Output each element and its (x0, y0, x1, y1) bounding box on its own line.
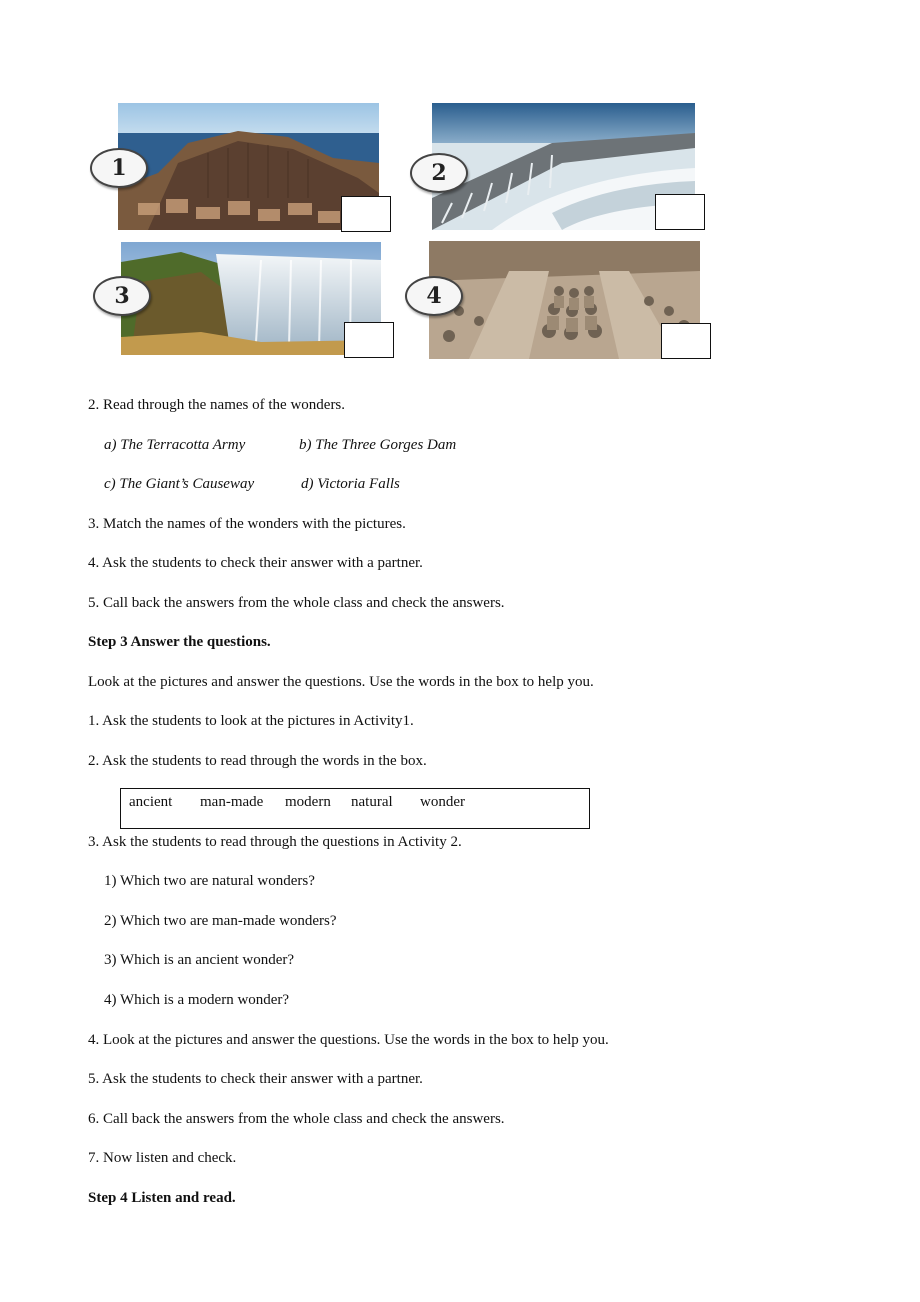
step-item-check-partner: 4. Ask the students to check their answer with a partner. (88, 555, 423, 571)
word-wonder: wonder (420, 794, 465, 810)
step-item-match: 3. Match the names of the wonders with the pictures. (88, 516, 406, 532)
word-ancient: ancient (129, 794, 173, 810)
step3-item-5: 5. Ask the students to check their answer with a partner. (88, 1071, 423, 1087)
step3-item-2: 2. Ask the students to read through the words in the box. (88, 753, 427, 769)
picture-number-2: 2 (410, 153, 468, 193)
step3-item-6: 6. Call back the answers from the whole class and check the answers. (88, 1111, 505, 1127)
picture-terracotta-army (429, 241, 700, 359)
answer-box-4[interactable] (661, 323, 711, 359)
picture-number-4: 4 (405, 276, 463, 316)
question-2: 2) Which two are man-made wonders? (104, 913, 337, 929)
wonder-option-b: b) The Three Gorges Dam (299, 437, 457, 453)
step-item-call-back: 5. Call back the answers from the whole class and check the answers. (88, 595, 505, 611)
word-box (120, 788, 590, 829)
picture-giants-causeway (118, 103, 379, 230)
wonder-option-d: d) Victoria Falls (301, 476, 400, 492)
step3-item-1: 1. Ask the students to look at the pictures in Activity1. (88, 713, 414, 729)
picture-victoria-falls (121, 242, 381, 355)
step3-item-7: 7. Now listen and check. (88, 1150, 237, 1166)
question-3: 3) Which is an ancient wonder? (104, 952, 295, 968)
step4-heading: Step 4 Listen and read. (88, 1190, 236, 1206)
answer-box-3[interactable] (344, 322, 394, 358)
wonder-option-a: a) The Terracotta Army (104, 437, 246, 453)
wonder-options-row-2 (104, 474, 400, 494)
answer-box-2[interactable] (655, 194, 705, 230)
question-1: 1) Which two are natural wonders? (104, 873, 315, 889)
answer-box-1[interactable] (341, 196, 391, 232)
wonder-option-c: c) The Giant’s Causeway (104, 476, 255, 492)
question-4: 4) Which is a modern wonder? (104, 992, 290, 1008)
picture-number-1: 1 (90, 148, 148, 188)
step3-heading: Step 3 Answer the questions. (88, 634, 271, 650)
picture-number-3: 3 (93, 276, 151, 316)
step3-intro: Look at the pictures and answer the questions. Use the words in the box to help you. (88, 674, 594, 690)
wonder-options-row-1 (104, 435, 456, 455)
word-modern: modern (285, 794, 331, 810)
read-names-instruction: 2. Read through the names of the wonders. (88, 397, 346, 413)
word-natural: natural (351, 794, 393, 810)
step3-item-4: 4. Look at the pictures and answer the questions. Use the words in the box to help you. (88, 1032, 609, 1048)
word-man-made: man-made (200, 794, 264, 810)
step3-item-3: 3. Ask the students to read through the questions in Activity 2. (88, 834, 462, 850)
